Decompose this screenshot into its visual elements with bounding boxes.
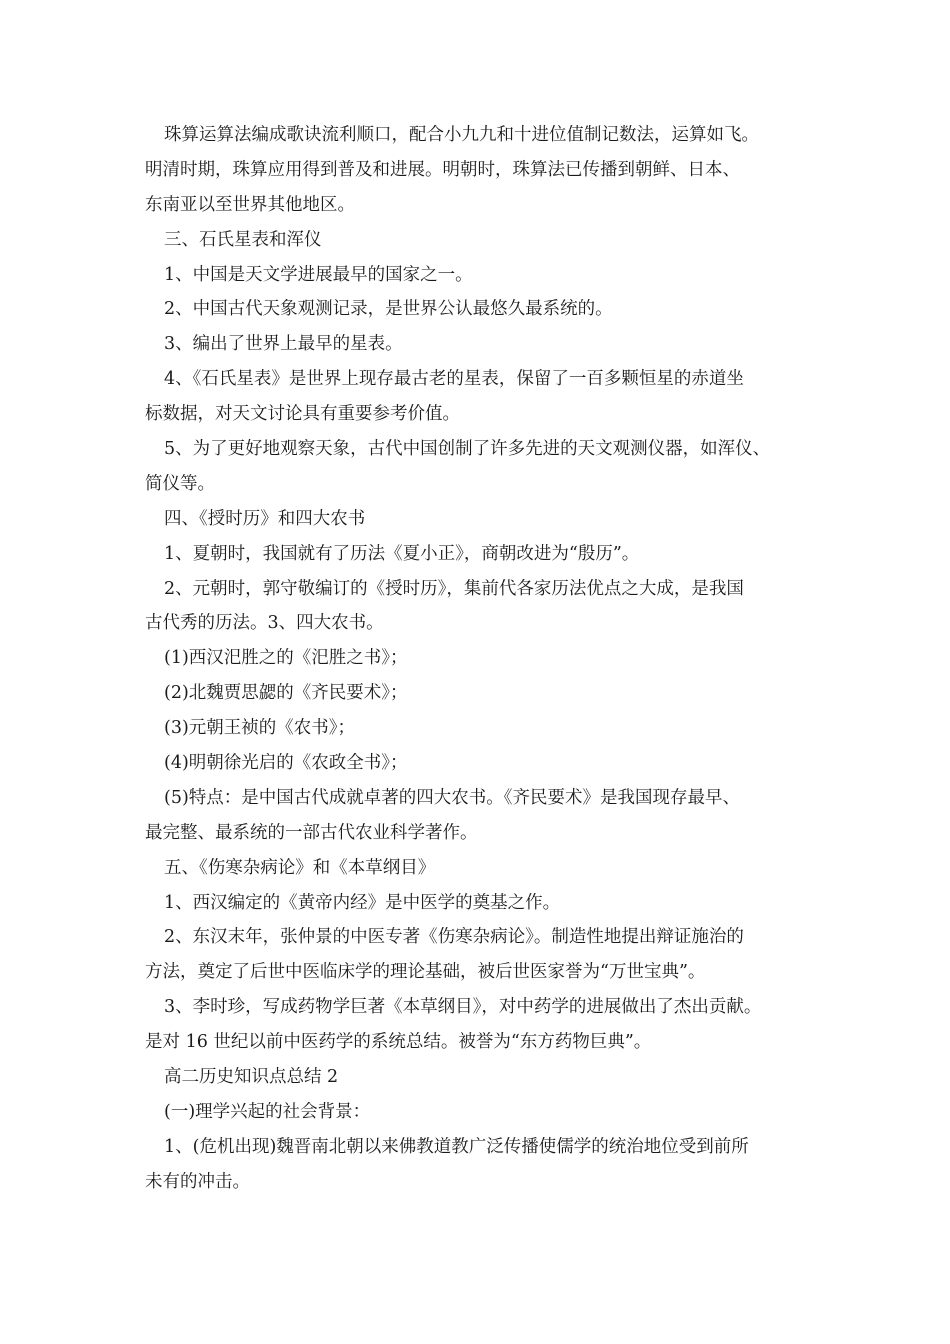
text-line: (1)西汉汜胜之的《汜胜之书》； [164, 648, 408, 669]
text-line: 1、西汉编定的《黄帝内经》是中医学的奠基之作。 [164, 892, 561, 913]
text-line: (3)元朝王祯的《农书》； [164, 718, 356, 739]
text-line: 1、中国是天文学进展最早的国家之一。 [164, 264, 473, 285]
text-line: 5、为了更好地观察天象，古代中国创制了许多先进的天文观测仪器，如浑仪、 [164, 439, 771, 460]
text-line: 未有的冲击。 [145, 1171, 250, 1192]
text-line: (一)理学兴起的社会背景： [164, 1101, 371, 1122]
text-line: (5)特点：是中国古代成就卓著的四大农书。《齐民要术》是我国现存最早、 [164, 787, 741, 808]
document-page [145, 118, 815, 1200]
text-line: 3、李时珍，写成药物学巨著《本草纲目》，对中药学的进展做出了杰出贡献。 [164, 997, 762, 1018]
text-line: 是对 16 世纪以前中医药学的系统总结。被誉为“东方药物巨典”。 [145, 1032, 652, 1053]
text-line: 2、东汉末年，张仲景的中医专著《伤寒杂病论》。制造性地提出辩证施治的 [164, 927, 744, 948]
text-line: 2、元朝时，郭守敬编订的《授时历》，集前代各家历法优点之大成，是我国 [164, 578, 744, 599]
text-line: 2、中国古代天象观测记录，是世界公认最悠久最系统的。 [164, 299, 613, 320]
text-line: 简仪等。 [145, 473, 215, 494]
text-line: 标数据，对天文讨论具有重要参考价值。 [145, 404, 460, 425]
text-line: 1、(危机出现)魏晋南北朝以来佛教道教广泛传播使儒学的统治地位受到前所 [164, 1136, 749, 1157]
text-line: 东南亚以至世界其他地区。 [145, 194, 355, 215]
text-line: 四、《授时历》和四大农书 [164, 508, 366, 529]
text-line: (2)北魏贾思勰的《齐民要术》； [164, 683, 408, 704]
text-line: 古代秀的历法。3、四大农书。 [145, 613, 384, 634]
text-line: 五、《伤寒杂病论》和《本草纲目》 [164, 857, 436, 878]
text-line: 明清时期，珠算应用得到普及和进展。明朝时，珠算法已传播到朝鲜、日本、 [145, 159, 740, 180]
text-line: 4、《石氏星表》是世界上现存最古老的星表，保留了一百多颗恒星的赤道坐 [164, 369, 744, 390]
text-line: (4)明朝徐光启的《农政全书》； [164, 753, 408, 774]
text-line: 1、夏朝时，我国就有了历法《夏小正》，商朝改进为“殷历”。 [164, 543, 640, 564]
text-line: 最完整、最系统的一部古代农业科学著作。 [145, 822, 478, 843]
text-line: 三、石氏星表和浑仪 [164, 229, 322, 250]
text-line: 方法，奠定了后世中医临床学的理论基础，被后世医家誉为“万世宝典”。 [145, 962, 706, 983]
text-line: 3、编出了世界上最早的星表。 [164, 334, 403, 355]
text-line: 高二历史知识点总结 2 [164, 1067, 339, 1088]
text-line: 珠算运算法编成歌诀流利顺口，配合小九九和十进位值制记数法，运算如飞。 [164, 125, 759, 145]
